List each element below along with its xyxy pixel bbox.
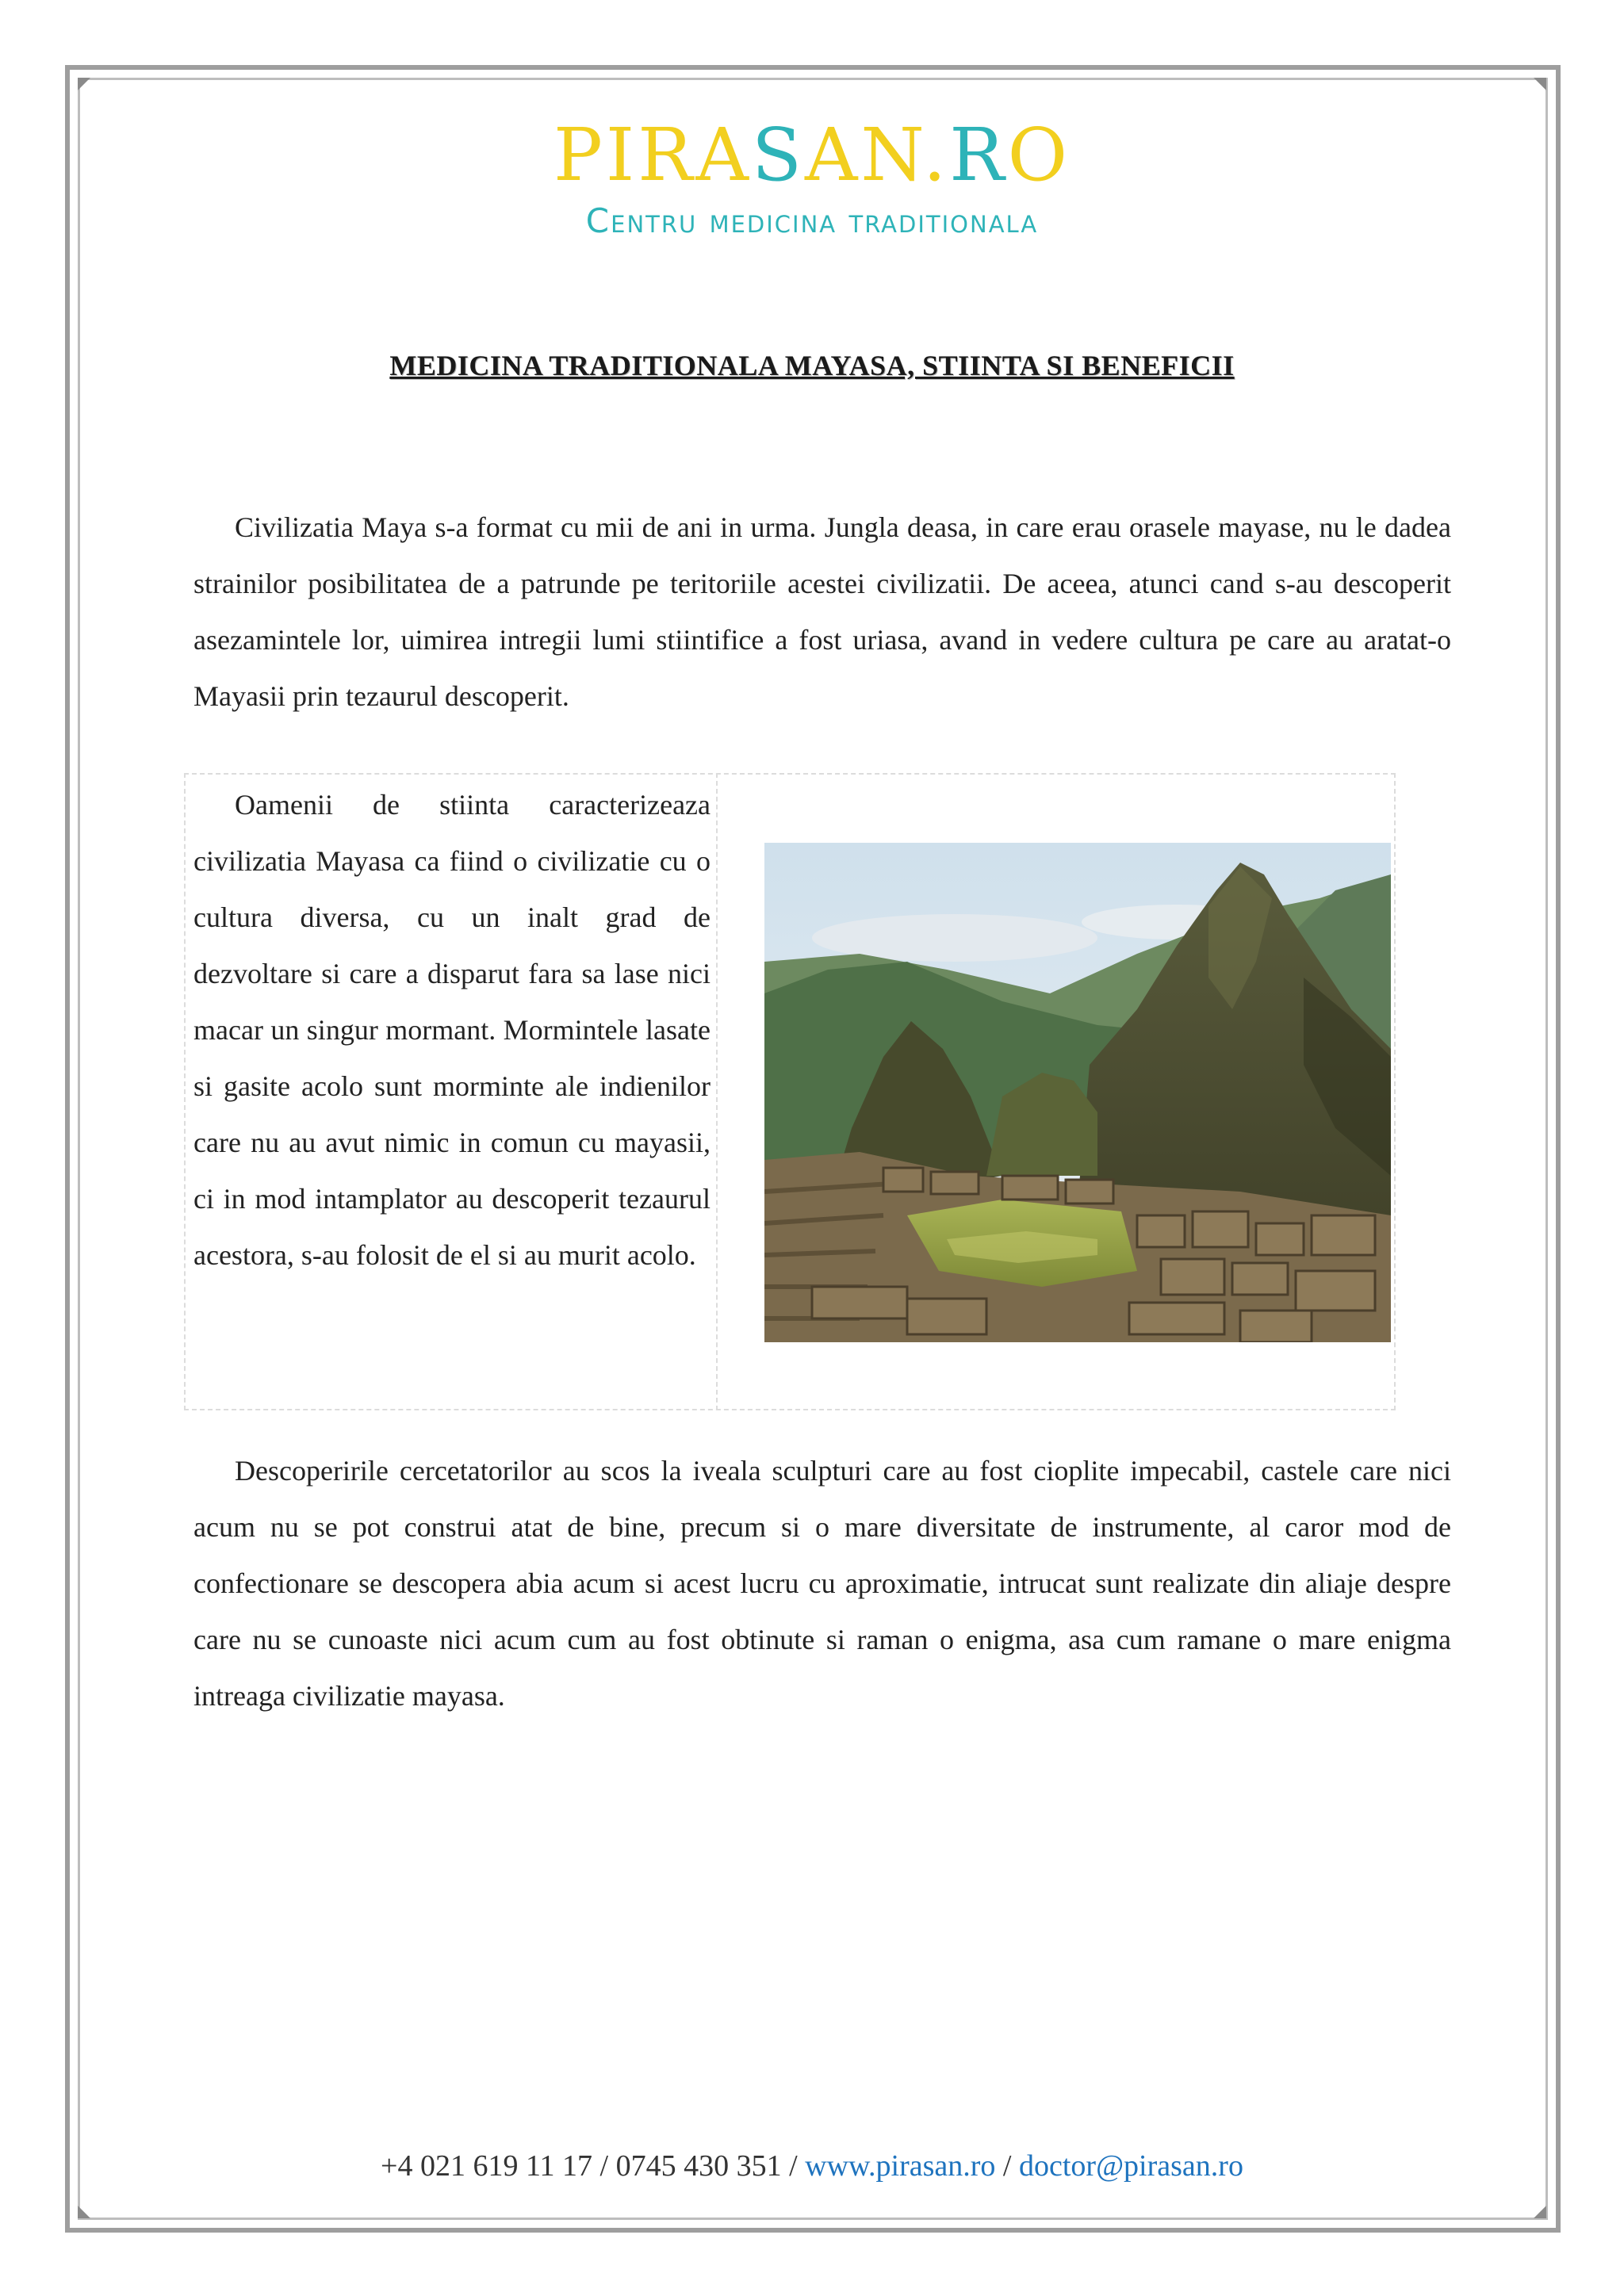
page-title: MEDICINA TRADITIONALA MAYASA, STIINTA SI BENEFICII — [389, 350, 1235, 381]
logo-name-part: S — [751, 113, 805, 197]
paragraph-scientists: Oamenii de stiinta caracterizeaza civilizatia Mayasa ca fiind o civilizatie cu o cultura diversa, cu un inalt grad de dezvoltare si care a disparut fara sa lase nici macar un singur mormant. Mormintele lasate si gasite acolo sunt morminte ale indienilor care nu au avut nimic in comun cu mayasii, ci in mod intamplator au descoperit tezaurul acestora, s-au folosit de el si au murit acolo. — [193, 789, 710, 1271]
footer-website-link[interactable]: www.pirasan.ro — [805, 2149, 996, 2183]
page-footer — [0, 2149, 1624, 2183]
logo-name — [0, 113, 1624, 197]
footer-separator: / — [1002, 2149, 1012, 2183]
machu-picchu-photo — [764, 843, 1391, 1342]
table-column-divider — [716, 773, 718, 1410]
logo-name-part: O — [1007, 113, 1071, 197]
frame-corner-top-left — [78, 78, 90, 90]
logo-tagline: Centru medicina traditionala — [585, 201, 1039, 240]
logo-name-part: R — [949, 113, 1008, 197]
logo-name-part: AN. — [804, 113, 950, 197]
footer-email-link[interactable]: doctor@pirasan.ro — [1018, 2149, 1243, 2183]
logo-name-part: PIRA — [553, 113, 752, 197]
paragraph-discoveries: Descoperirile cercetatorilor au scos la iveala sculpturi care au fost cioplite impecabil, castele care nici acum nu se pot construi atat de bine, precum si o mare diversitate de instrumente, al caror mod de confectionare se descopera abia acum si acest lucru cu aproximatie, intrucat sunt realizate din aliaje despre care nu se cunoaste nici acum cum au fost obtinute si raman o enigma, asa cum ramane o mare enigma intreaga civilizatie mayasa. — [193, 1455, 1451, 1712]
site-logo — [0, 113, 1624, 240]
paragraph-intro: Civilizatia Maya s-a format cu mii de ani in urma. Jungla deasa, in care erau orasele mayase, nu le dadea strainilor posibilitatea de a patrunde pe teritoriile acestei civilizatii. De aceea, atunci cand s-au descoperit asezamintele lor, uimirea intregii lumi stiintifice a fost uriasa, avand in vedere cultura pe care au aratat-o Mayasii prin tezaurul descoperit. — [193, 511, 1451, 712]
frame-corner-top-right — [1534, 78, 1546, 90]
frame-corner-bottom-left — [78, 2206, 90, 2218]
frame-corner-bottom-right — [1534, 2206, 1546, 2218]
footer-phones: +4 021 619 11 17 / 0745 430 351 — [381, 2149, 782, 2183]
footer-separator: / — [789, 2149, 798, 2183]
